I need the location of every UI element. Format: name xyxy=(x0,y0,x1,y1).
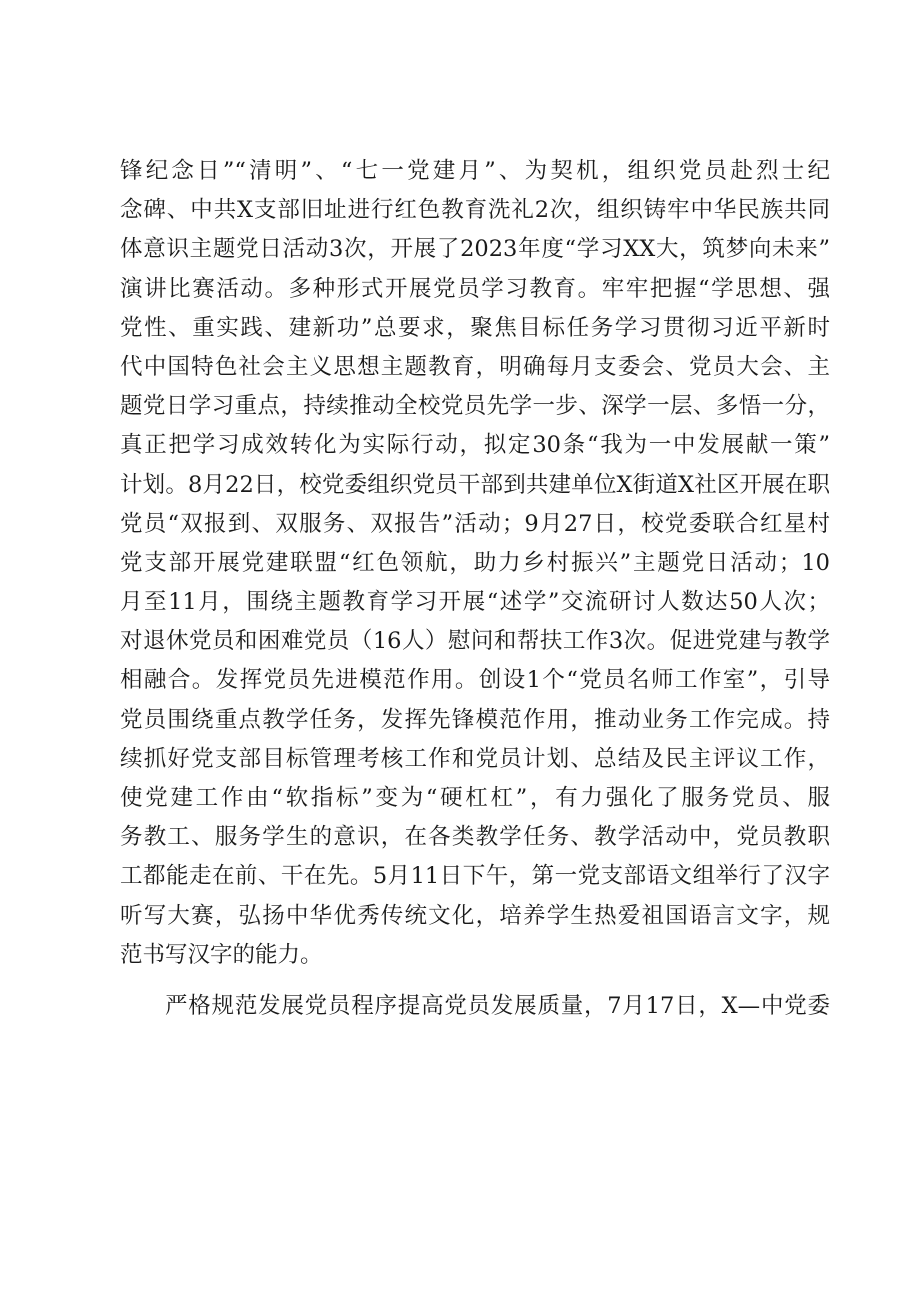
paragraph-line: 真正把学习成效转化为实际行动，拟定30条“我为一中发展献一策” xyxy=(120,432,830,459)
paragraph-2 xyxy=(120,987,830,1026)
paragraph-line: 念碑、中共X支部旧址进行红色教育洗礼2次，组织铸牢中华民族共同 xyxy=(120,197,830,224)
paragraph-line: 范书写汉字的能力。 xyxy=(120,941,323,968)
paragraph-line: 工都能走在前、干在先。5月11日下午，第一党支部语文组举行了汉字 xyxy=(120,863,830,890)
paragraph-line: 使党建工作由“软指标”变为“硬杠杠”，有力强化了服务党员、服 xyxy=(120,785,830,811)
paragraph-line: 计划。8月22日，校党委组织党员干部到共建单位X街道X社区开展在职 xyxy=(120,471,830,498)
paragraph-line: 党性、重实践、建新功”总要求，聚焦目标任务学习贯彻习近平新时 xyxy=(120,314,830,341)
paragraph-line: 月至11月，围绕主题教育学习开展“述学”交流研讨人数达50人次； xyxy=(120,589,830,616)
paragraph-spacer xyxy=(120,975,830,987)
paragraph-line: 严格规范发展党员程序提高党员发展质量，7月17日，X—中党委 xyxy=(165,992,830,1019)
paragraph-line: 务教工、服务学生的意识，在各类教学任务、教学活动中，党员教职 xyxy=(120,824,830,851)
paragraph-line: 对退休党员和困难党员（16人）慰问和帮扶工作3次。促进党建与教学 xyxy=(120,628,830,655)
document-body xyxy=(120,152,830,1026)
paragraph-line: 题党日学习重点，持续推动全校党员先学一步、深学一层、多悟一分， xyxy=(120,393,830,420)
paragraph-line: 演讲比赛活动。多种形式开展党员学习教育。牢牢把握“学思想、强 xyxy=(120,275,830,302)
paragraph-line: 续抓好党支部目标管理考核工作和党员计划、总结及民主评议工作， xyxy=(120,745,830,772)
paragraph-line: 体意识主题党日活动3次，开展了2023年度“学习XX大，筑梦向未来” xyxy=(120,236,830,263)
paragraph-line: 锋纪念日”“清明”、“七一党建月”、为契机，组织党员赴烈士纪 xyxy=(120,158,830,184)
paragraph-line: 党员围绕重点教学任务，发挥先锋模范作用，推动业务工作完成。持 xyxy=(120,706,830,733)
paragraph-1 xyxy=(120,152,830,975)
paragraph-line: 相融合。发挥党员先进模范作用。创设1个“党员名师工作室”，引导 xyxy=(120,667,830,694)
paragraph-line: 听写大赛，弘扬中华优秀传统文化，培养学生热爱祖国语言文字，规 xyxy=(120,902,830,929)
paragraph-line: 代中国特色社会主义思想主题教育，明确每月支委会、党员大会、主 xyxy=(120,353,830,380)
paragraph-line: 党支部开展党建联盟“红色领航，助力乡村振兴”主题党日活动；10 xyxy=(120,549,830,576)
paragraph-line: 党员“双报到、双服务、双报告”活动；9月27日，校党委联合红星村 xyxy=(120,510,830,537)
